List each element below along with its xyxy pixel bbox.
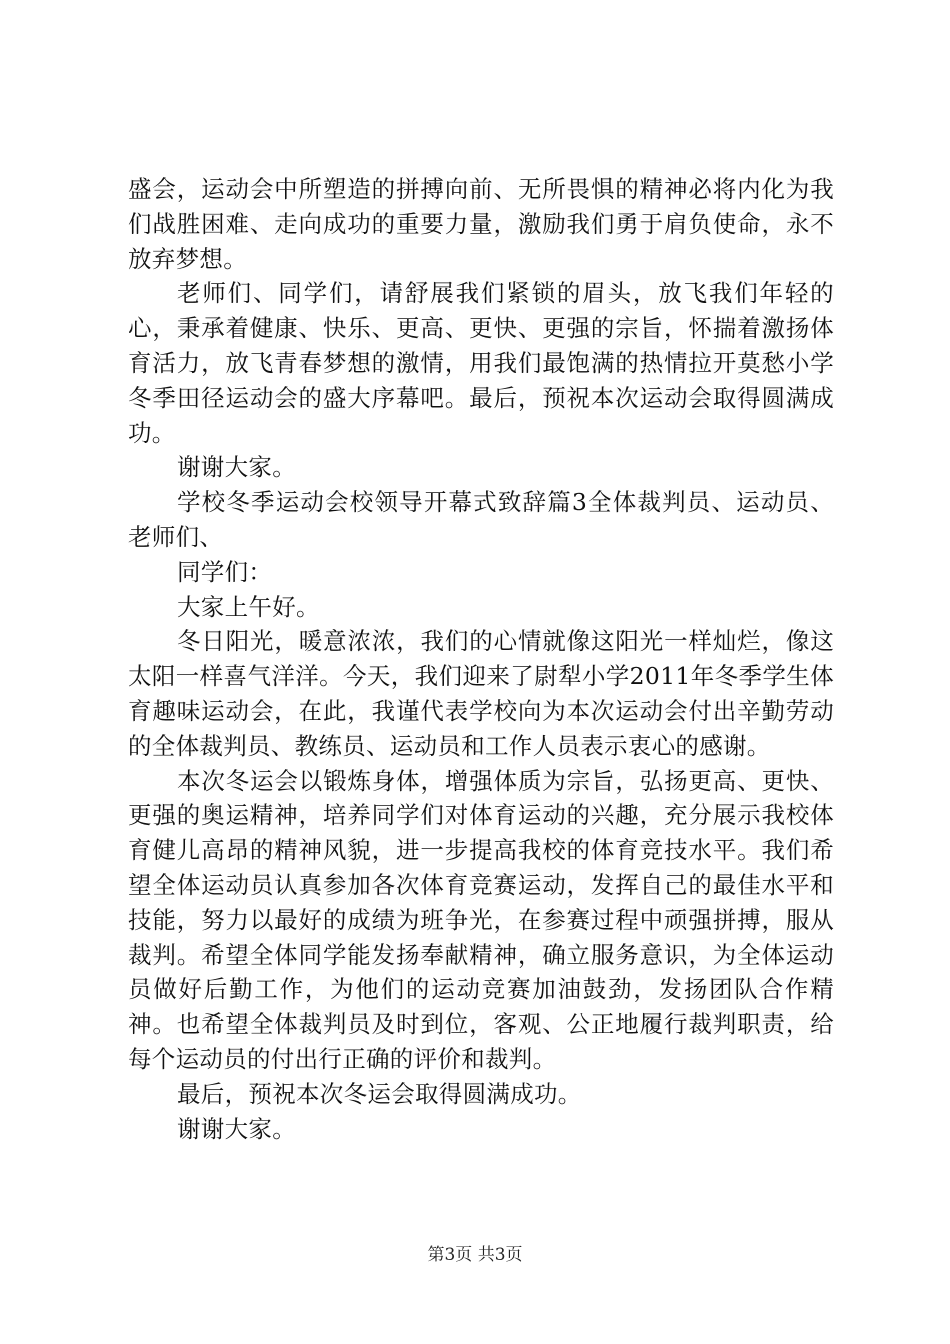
paragraph-8: 本次冬运会以锻炼身体，增强体质为宗旨，弘扬更高、更快、更强的奥运精神，培养同学们对体育运动的兴趣，充分展示我校体育健儿高昂的精神风貌，进一步提高我校的体育竞技水平。我们希望全体运动员认真参加各次体育竞赛运动，发挥自己的最佳水平和技能，努力以最好的成绩为班争光，在参赛过程中顽强拼搏，服从裁判。希望全体同学能发扬奉献精神，确立服务意识，为全体运动员做好后勤工作，为他们的运动竞赛加油鼓劲，发扬团队合作精神。也希望全体裁判员及时到位，客观、公正地履行裁判职责，给每个运动员的付出行正确的评价和裁判。 [128,766,834,1073]
page-number-label: 第3页 共3页 [427,1245,523,1265]
paragraph-6: 大家上午好。 [177,592,320,621]
paragraph-9: 最后，预祝本次冬运会取得圆满成功。 [177,1079,582,1108]
paragraph-1: 盛会，运动会中所塑造的拼搏向前、无所畏惧的精神必将内化为我们战胜困难、走向成功的重要力量，激励我们勇于肩负使命，永不放弃梦想。 [128,175,834,273]
document-body [128,172,834,1146]
paragraph-2: 老师们、同学们，请舒展我们紧锁的眉头，放飞我们年轻的心，秉承着健康、快乐、更高、更快、更强的宗旨，怀揣着激扬体育活力，放飞青春梦想的激情，用我们最饱满的热情拉开莫愁小学冬季田径运动会的盛大序幕吧。最后，预祝本次运动会取得圆满成功。 [128,279,834,447]
page-footer [0,1244,950,1266]
paragraph-4: 学校冬季运动会校领导开幕式致辞篇3全体裁判员、运动员、老师们、 [128,488,834,551]
paragraph-10: 谢谢大家。 [177,1114,296,1143]
paragraph-5: 同学们： [177,557,273,586]
paragraph-3: 谢谢大家。 [177,453,296,482]
paragraph-7: 冬日阳光，暖意浓浓，我们的心情就像这阳光一样灿烂，像这太阳一样喜气洋洋。今天，我们迎来了尉犁小学2011年冬季学生体育趣味运动会，在此，我谨代表学校向为本次运动会付出辛勤劳动的全体裁判员、教练员、运动员和工作人员表示衷心的感谢。 [128,627,834,760]
